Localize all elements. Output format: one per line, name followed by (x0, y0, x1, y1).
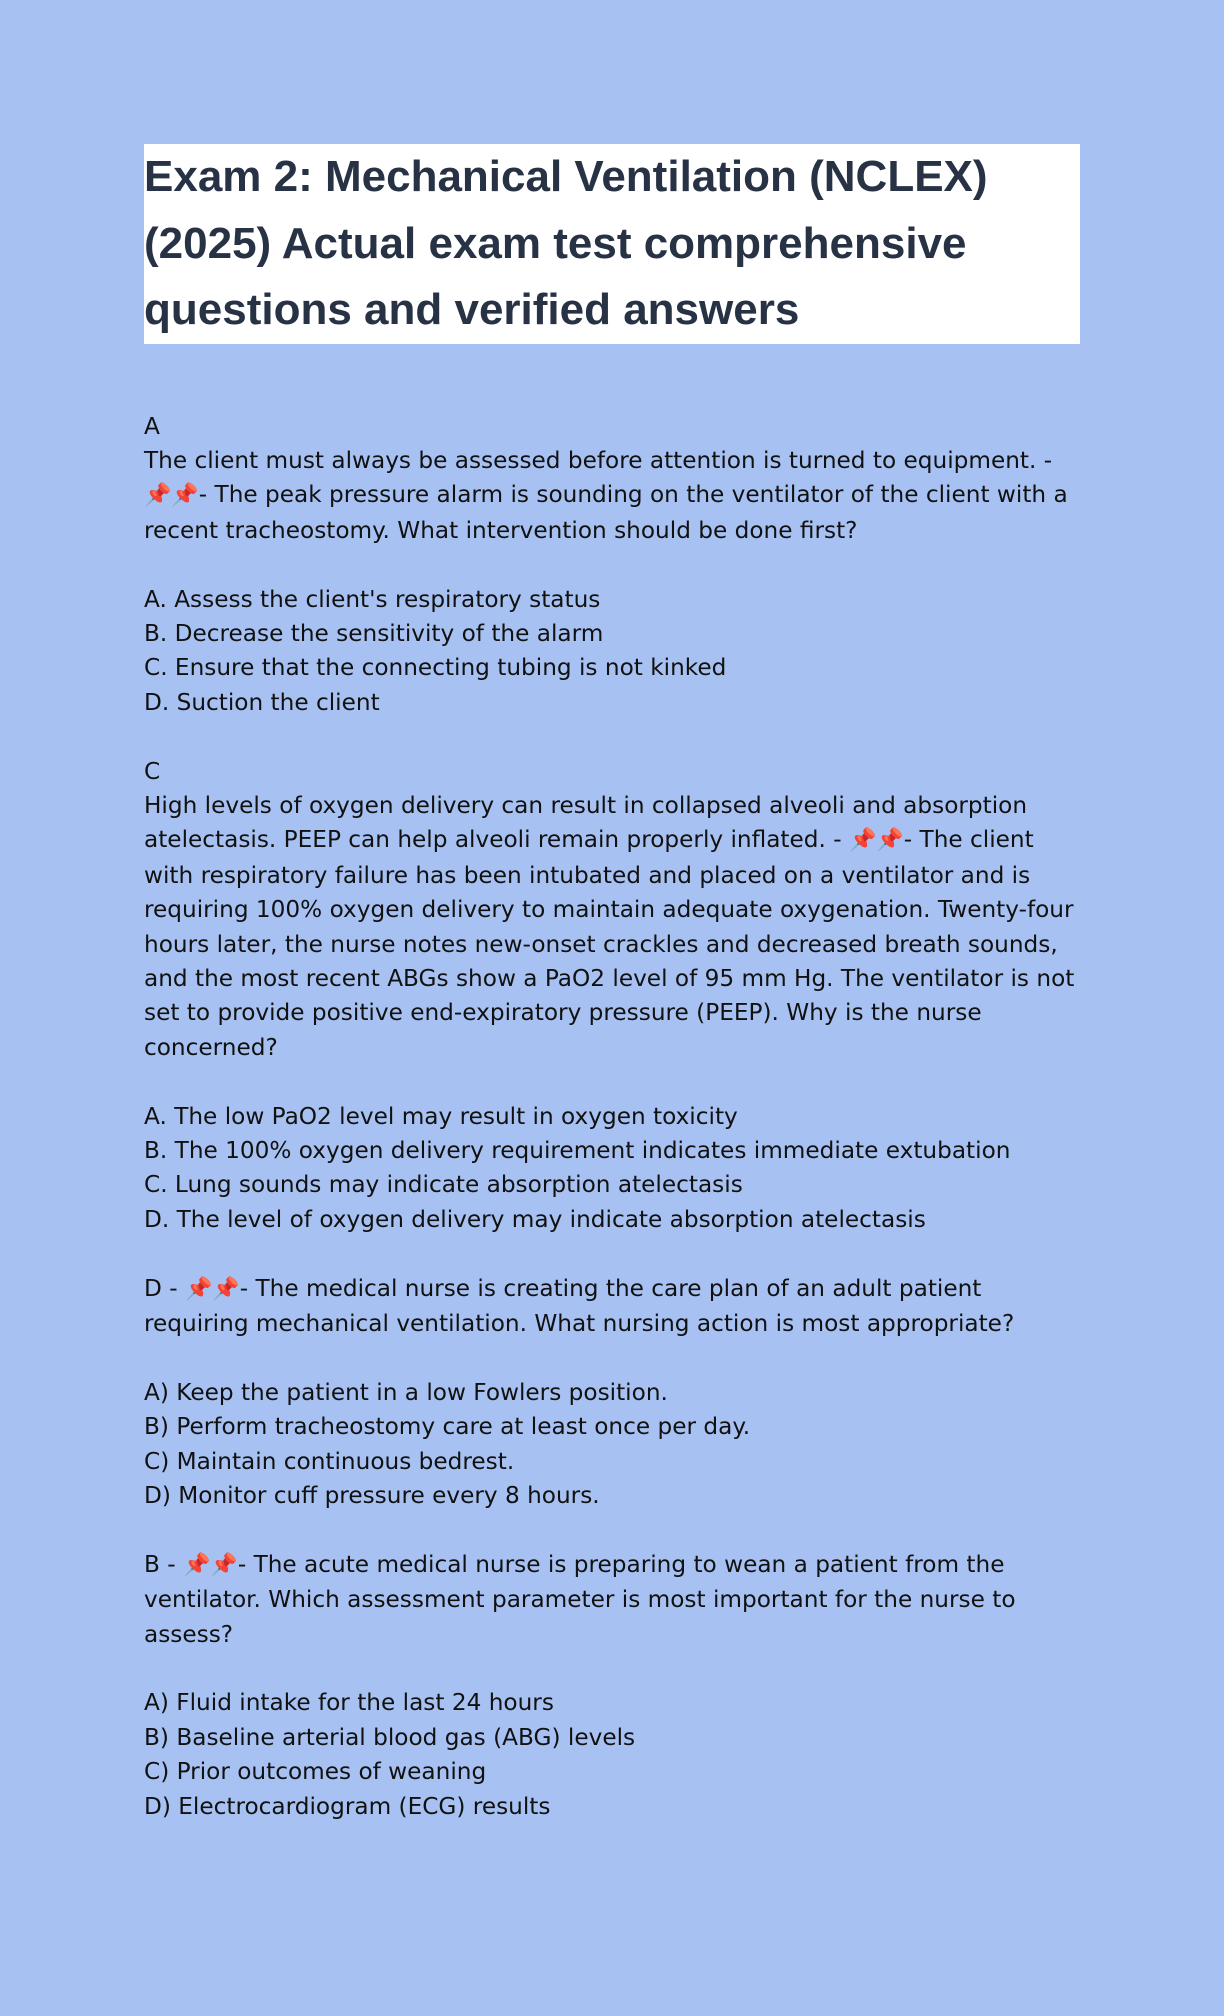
text-line: D) Electrocardiogram (ECG) results (144, 1792, 551, 1820)
text-line: C. Ensure that the connecting tubing is not kinked (144, 654, 727, 682)
text-line: D. The level of oxygen delivery may indicate absorption atelectasis (144, 1205, 926, 1233)
text-line: C. Lung sounds may indicate absorption atelectasis (144, 1171, 743, 1199)
pushpin-icon: 📌📌 (144, 483, 199, 509)
line-text: - The medical nurse is creating the care plan of an adult patient (239, 1274, 982, 1302)
text-line (144, 1548, 1080, 1583)
text-line: ventilator. Which assessment parameter is most important for the nurse to (144, 1586, 1016, 1614)
text-line: assess? (144, 1620, 234, 1648)
line-text: B - (144, 1550, 184, 1578)
text-line (144, 1513, 1080, 1547)
pushpin-icon: 📌📌 (183, 1552, 238, 1578)
text-line (144, 1065, 1080, 1099)
text-line (144, 720, 1080, 754)
text-line: B) Perform tracheostomy care at least once per day. (144, 1413, 751, 1441)
text-line (144, 1652, 1080, 1686)
text-line: A. Assess the client's respiratory status (144, 585, 601, 613)
text-line: hours later, the nurse notes new-onset crackles and decreased breath sounds, (144, 930, 1058, 958)
text-line: B. The 100% oxygen delivery requirement indicates immediate extubation (144, 1136, 1011, 1164)
text-line: A. The low PaO2 level may result in oxygen toxicity (144, 1102, 738, 1130)
text-line: B) Baseline arterial blood gas (ABG) levels (144, 1723, 636, 1751)
title-box (144, 144, 1080, 344)
text-line: and the most recent ABGs show a PaO2 level of 95 mm Hg. The ventilator is not (144, 964, 1075, 992)
text-line: recent tracheostomy. What intervention should be done first? (144, 516, 858, 544)
pushpin-icon: 📌📌 (849, 828, 904, 854)
text-line: D. Suction the client (144, 688, 380, 716)
line-text: - The client (903, 826, 1034, 854)
text-line (144, 1272, 1080, 1307)
text-line (144, 1341, 1080, 1375)
text-line: C (144, 757, 161, 785)
line-text: - The peak pressure alarm is sounding on the ventilator of the client with a (198, 481, 1068, 509)
text-line: D) Monitor cuff pressure every 8 hours. (144, 1482, 600, 1510)
text-line: with respiratory failure has been intubated and placed on a ventilator and is (144, 861, 1031, 889)
text-line: requiring 100% oxygen delivery to maintain adequate oxygenation. Twenty-four (144, 896, 1074, 924)
pushpin-icon: 📌📌 (184, 1276, 240, 1302)
text-line (144, 823, 1080, 858)
text-line: A) Fluid intake for the last 24 hours (144, 1689, 554, 1717)
text-line (144, 548, 1080, 582)
text-line: B. Decrease the sensitivity of the alarm (144, 619, 604, 647)
text-line: A) Keep the patient in a low Fowlers position. (144, 1378, 668, 1406)
document-title: Exam 2: Mechanical Ventilation (NCLEX) (2025) Actual exam test comprehensive questions and verified answers (144, 152, 988, 334)
line-text: atelectasis. PEEP can help alveoli remain properly inflated. - (144, 826, 849, 854)
document-body (144, 410, 1080, 1825)
line-text: D - (144, 1274, 185, 1302)
text-line: set to provide positive end-expiratory pressure (PEEP). Why is the nurse (144, 999, 982, 1027)
text-line: C) Maintain continuous bedrest. (144, 1447, 515, 1475)
document-page (144, 144, 1080, 1824)
line-text: - The acute medical nurse is preparing to wean a patient from the (237, 1550, 1005, 1578)
text-line (144, 1237, 1080, 1271)
text-line: High levels of oxygen delivery can result in collapsed alveoli and absorption (144, 791, 1028, 819)
text-line: The client must always be assessed before attention is turned to equipment. - (144, 446, 1053, 474)
text-line: C) Prior outcomes of weaning (144, 1758, 487, 1786)
text-line: concerned? (144, 1033, 278, 1061)
text-line: A (144, 412, 160, 440)
text-line: requiring mechanical ventilation. What nursing action is most appropriate? (144, 1310, 1015, 1337)
text-line (144, 478, 1080, 513)
